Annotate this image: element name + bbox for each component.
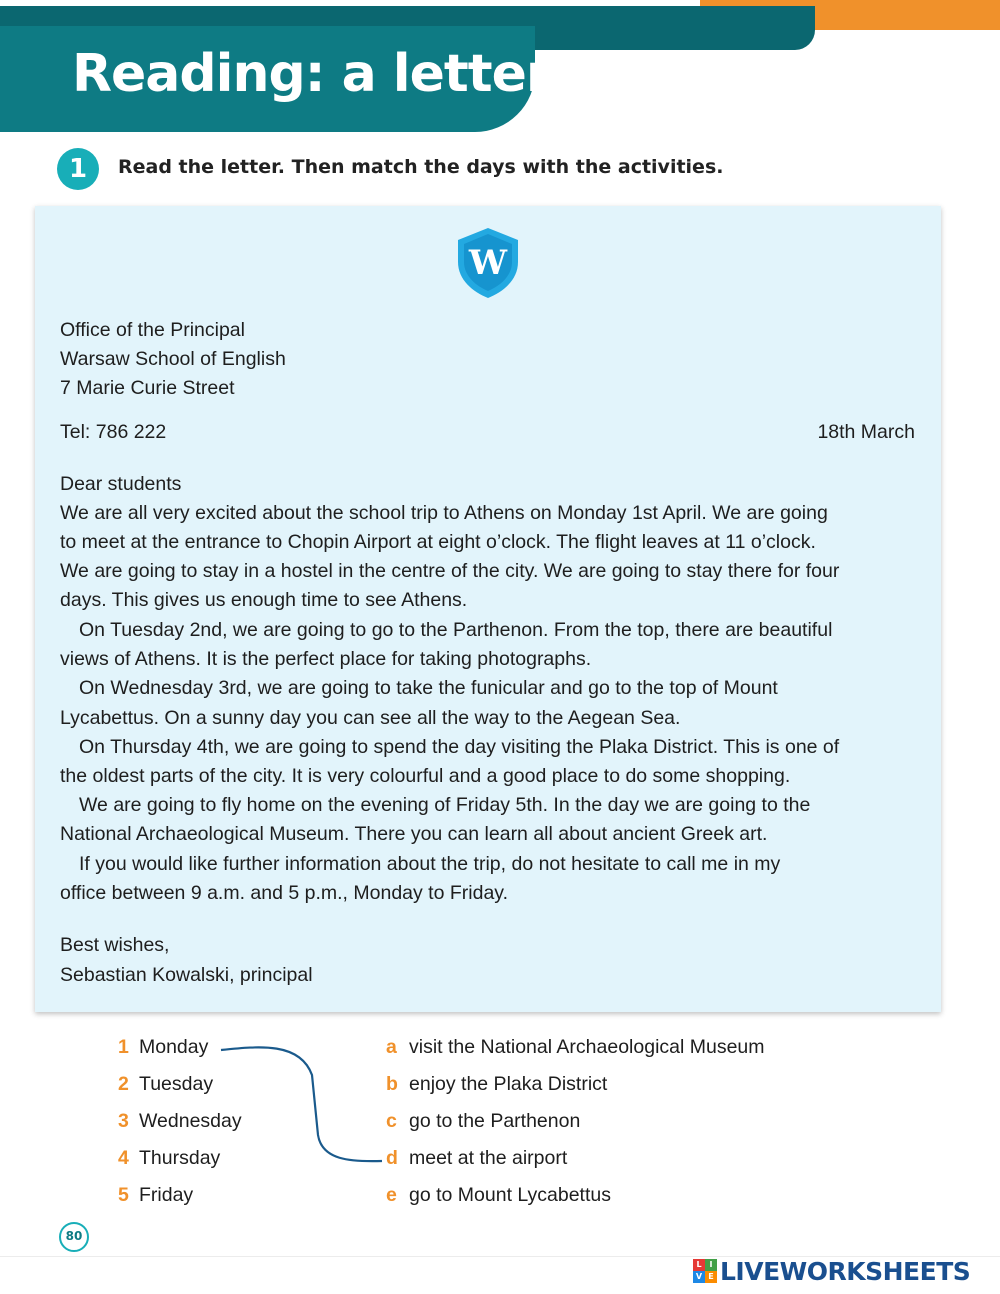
activity-label: visit the National Archaeological Museum: [409, 1036, 765, 1058]
activity-letter: b: [386, 1073, 398, 1095]
day-label: Thursday: [139, 1147, 221, 1169]
telephone: Tel: 786 222: [60, 421, 167, 443]
liveworksheets-brand: LIVEWORKSHEETS: [720, 1256, 971, 1286]
activity-label: go to Mount Lycabettus: [409, 1184, 611, 1206]
day-label: Tuesday: [139, 1073, 214, 1095]
activity-item-b[interactable]: [386, 1073, 607, 1096]
letter-date: 18th March: [817, 421, 915, 443]
body-line: to meet at the entrance to Chopin Airport at eight o’clock. The flight leaves at 11 o’clock.: [60, 531, 816, 553]
liveworksheets-logo-icon: L I V E: [693, 1259, 717, 1283]
activity-letter: e: [386, 1184, 397, 1206]
day-number: 1: [118, 1036, 129, 1058]
day-item-thursday[interactable]: [118, 1147, 220, 1170]
signature: Sebastian Kowalski, principal: [60, 964, 313, 986]
day-item-monday[interactable]: [118, 1036, 208, 1059]
day-label: Friday: [139, 1184, 194, 1206]
day-number: 3: [118, 1110, 129, 1132]
page-title: Reading: a letter: [72, 44, 551, 104]
day-label: Wednesday: [139, 1110, 242, 1132]
body-line: the oldest parts of the city. It is very colourful and a good place to do some shopping.: [60, 765, 791, 787]
activity-letter: d: [386, 1147, 398, 1169]
day-label: Monday: [139, 1036, 209, 1058]
closing: Best wishes,: [60, 934, 170, 956]
activity-item-e[interactable]: [386, 1184, 611, 1207]
activity-label: meet at the airport: [409, 1147, 568, 1169]
day-item-friday[interactable]: [118, 1184, 193, 1207]
body-line: On Thursday 4th, we are going to spend the day visiting the Plaka District. This is one of: [79, 736, 840, 758]
activity-letter: a: [386, 1036, 397, 1058]
match-connector-line: [221, 1047, 382, 1161]
day-item-wednesday[interactable]: [118, 1110, 242, 1133]
shield-letter: W: [468, 243, 508, 283]
exercise-instruction: Read the letter. Then match the days with the activities.: [118, 156, 724, 178]
body-line: Lycabettus. On a sunny day you can see all the way to the Aegean Sea.: [60, 707, 681, 729]
activity-label: enjoy the Plaka District: [409, 1073, 608, 1095]
greeting: Dear students: [60, 473, 182, 495]
activity-label: go to the Parthenon: [409, 1110, 581, 1132]
liveworksheets-logo[interactable]: [693, 1256, 970, 1286]
body-line: If you would like further information about the trip, do not hesitate to call me in my: [79, 853, 781, 875]
page-number: 80: [59, 1222, 89, 1252]
body-line: We are going to fly home on the evening of Friday 5th. In the day we are going to the: [79, 794, 811, 816]
body-line: On Wednesday 3rd, we are going to take the funicular and go to the top of Mount: [79, 677, 778, 699]
day-item-tuesday[interactable]: [118, 1073, 213, 1096]
body-line: days. This gives us enough time to see Athens.: [60, 589, 468, 611]
address-line-3: 7 Marie Curie Street: [60, 377, 235, 399]
day-number: 2: [118, 1073, 129, 1095]
day-number: 4: [118, 1147, 129, 1169]
address-line-2: Warsaw School of English: [60, 348, 286, 370]
body-line: We are going to stay in a hostel in the centre of the city. We are going to stay there for four: [60, 560, 840, 582]
activity-item-a[interactable]: [386, 1036, 765, 1059]
school-shield-icon: [455, 226, 521, 300]
activity-letter: c: [386, 1110, 397, 1132]
address-line-1: Office of the Principal: [60, 319, 245, 341]
body-line: office between 9 a.m. and 5 p.m., Monday to Friday.: [60, 882, 509, 904]
body-line: On Tuesday 2nd, we are going to go to the Parthenon. From the top, there are beautiful: [79, 619, 833, 641]
body-line: We are all very excited about the school trip to Athens on Monday 1st April. We are going: [60, 502, 828, 524]
exercise-number-badge: 1: [57, 148, 99, 190]
activity-item-c[interactable]: [386, 1110, 580, 1133]
body-line: National Archaeological Museum. There you can learn all about ancient Greek art.: [60, 823, 768, 845]
body-line: views of Athens. It is the perfect place for taking photographs.: [60, 648, 592, 670]
activity-item-d[interactable]: [386, 1147, 567, 1170]
day-number: 5: [118, 1184, 129, 1206]
